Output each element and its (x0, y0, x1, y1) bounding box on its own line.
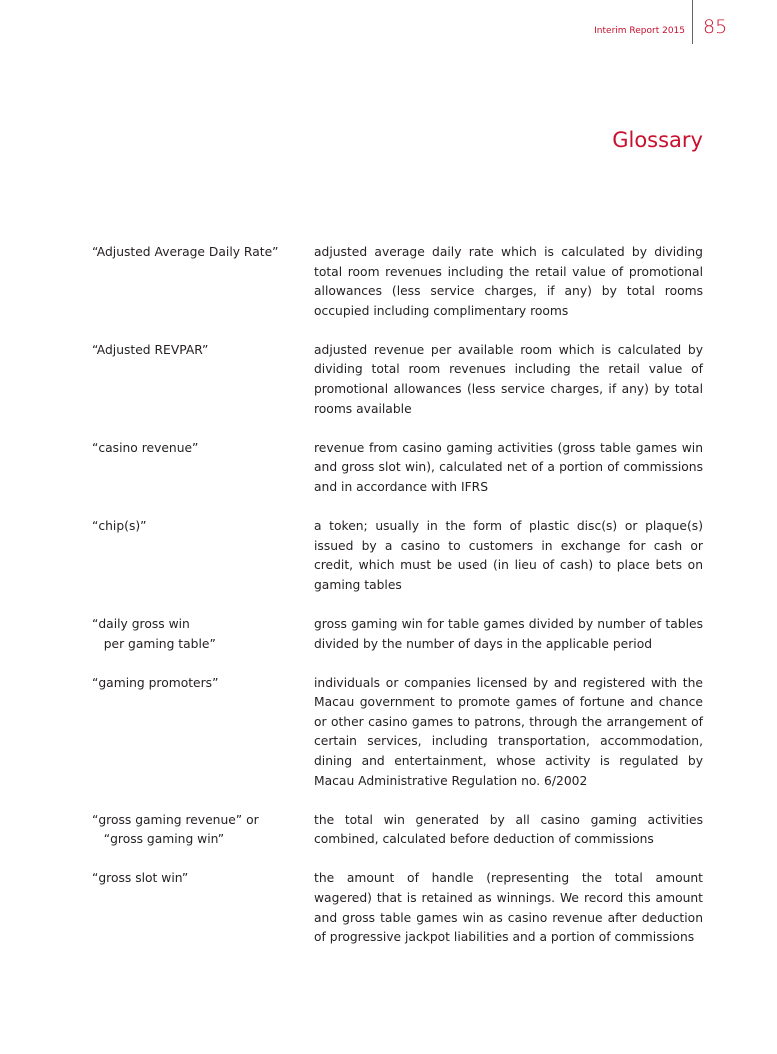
glossary-entry (92, 869, 703, 947)
glossary-term: “chip(s)” (92, 519, 147, 534)
glossary-entry (92, 615, 703, 654)
glossary-entry (92, 439, 703, 498)
glossary-definition: adjusted revenue per available room which is calculated by dividing total room revenues including the retail value of promotional allowances (less service charges, if any) by total rooms available (314, 342, 703, 416)
glossary-term: “gross gaming revenue” or “gross gaming win” (92, 812, 259, 847)
glossary-definition: revenue from casino gaming activities (gross table games win and gross slot win), calculated net of a portion of commissions and in accordance with IFRS (314, 440, 703, 494)
glossary-definition: the total win generated by all casino gaming activities combined, calculated before deduction of commissions (314, 812, 703, 847)
glossary-term: “gaming promoters” (92, 675, 219, 690)
glossary-entry (92, 811, 703, 850)
glossary-entry (92, 341, 703, 419)
glossary-term: “daily gross win per gaming table” (92, 616, 216, 651)
glossary-entry (92, 243, 703, 321)
glossary-definition: individuals or companies licensed by and registered with the Macau government to promote games of fortune and chance or other casino games to patrons, through the arrangement of certain services, including transportation, accommodation, dining and entertainment, whose activity is regulated by Macau Administrative Regulation no. 6/2002 (314, 675, 703, 788)
glossary-list (92, 243, 703, 967)
glossary-term: “casino revenue” (92, 440, 199, 455)
page-title: Glossary (612, 128, 703, 152)
report-title: Interim Report 2015 (594, 26, 685, 36)
glossary-entry (92, 517, 703, 595)
glossary-definition: a token; usually in the form of plastic disc(s) or plaque(s) issued by a casino to customers in exchange for cash or credit, which must be used (in lieu of cash) to place bets on gaming tables (314, 519, 703, 592)
header-divider (692, 0, 693, 44)
glossary-term: “gross slot win” (92, 871, 189, 886)
glossary-term: “Adjusted Average Daily Rate” (92, 245, 279, 259)
glossary-definition: the amount of handle (representing the total amount wagered) that is retained as winnings. We record this amount and gross table games win as casino revenue after deduction of progressive jackpot liabilities and a portion of commissions (314, 871, 703, 945)
glossary-definition: adjusted average daily rate which is calculated by dividing total room revenues including the retail value of promotional allowances (less service charges, if any) by total rooms occupied including complimentary rooms (314, 245, 703, 318)
glossary-entry (92, 674, 703, 792)
page-number: 85 (703, 16, 728, 38)
glossary-definition: gross gaming win for table games divided by number of tables divided by the number of days in the applicable period (314, 616, 703, 651)
glossary-term: “Adjusted REVPAR” (92, 342, 209, 357)
